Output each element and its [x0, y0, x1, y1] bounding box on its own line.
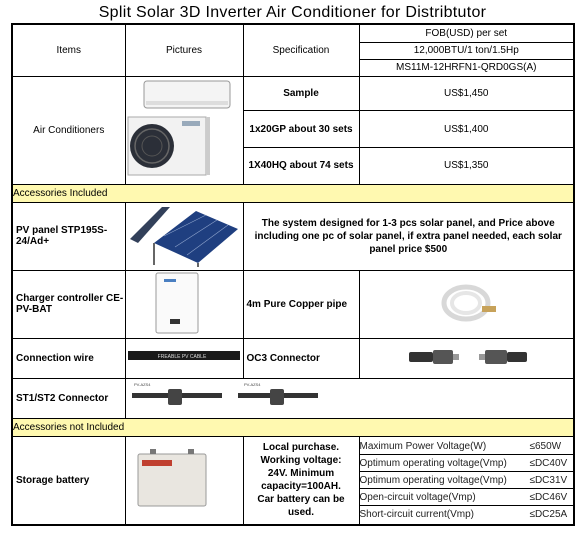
ac-spec-3: 1X40HQ about 74 sets: [243, 148, 359, 184]
ac-price-3: US$1,350: [359, 148, 574, 184]
pv-panel-picture: [125, 202, 243, 270]
st-connector-tag-1: PV-AZS4: [133, 381, 150, 387]
oc3-connector-picture: [359, 338, 574, 378]
spec-name-4: Open-circuit voltage(Vmp): [360, 489, 530, 506]
section-accessories-included: Accessories Included: [12, 184, 574, 202]
air-conditioner-image: [126, 77, 242, 181]
cable-text: FREABLE PV CABLE: [157, 353, 206, 360]
header-fob: FOB(USD) per set: [359, 24, 574, 42]
storage-battery-image: [126, 444, 242, 514]
spec-value-4: ≤DC46V: [529, 489, 573, 506]
pv-panel-label: PV panel STP195S-24/Ad+: [12, 202, 125, 270]
connection-wire-image: [126, 339, 242, 375]
storage-battery-picture: [125, 436, 243, 525]
pv-panel-note: The system designed for 1-3 pcs solar panel, and Price above including one pc of solar panel, if extra panel needed, each solar panel price $500: [243, 202, 574, 270]
st-connector-picture: [125, 378, 574, 418]
header-capacity: 12,000BTU/1 ton/1.5Hp: [359, 42, 574, 59]
page-title: Split Solar 3D Inverter Air Conditioner for Distribtutor: [98, 4, 487, 21]
charger-picture: [125, 270, 243, 338]
spec-value-5: ≤DC25A: [529, 509, 568, 520]
spec-name-3: Optimum operating voltage(Vmp): [360, 472, 530, 489]
storage-battery-note: Local purchase. Working voltage: 24V. Minimum capacity=100AH. Car battery can be used.: [243, 436, 359, 525]
ac-picture: [125, 76, 243, 184]
spec-name-1: Maximum Power Voltage(W): [360, 438, 530, 455]
spec-table: [360, 438, 574, 523]
copper-pipe-spec: 4m Pure Copper pipe: [243, 270, 359, 338]
ac-price-1: US$1,450: [359, 76, 574, 111]
solar-panel-image: [126, 203, 242, 267]
copper-pipe-picture: [359, 270, 574, 338]
spec-value-1: ≤650W: [529, 438, 573, 455]
header-specification: Specification: [243, 24, 359, 76]
storage-battery-specs: [359, 436, 574, 525]
header-model: MS11M-12HRFN1-QRD0GS(A): [359, 59, 574, 76]
wire-label: Connection wire: [12, 338, 125, 378]
storage-battery-label: Storage battery: [12, 436, 125, 525]
oc3-connector-spec: OC3 Connector: [243, 338, 359, 378]
ac-spec-2: 1x20GP about 30 sets: [243, 111, 359, 148]
ac-price-2: US$1,400: [359, 111, 574, 148]
wire-picture: [125, 338, 243, 378]
ac-label: Air Conditioners: [12, 76, 125, 184]
copper-pipe-image: [426, 278, 506, 328]
charger-controller-image: [126, 271, 242, 335]
spec-name-2: Optimum operating voltage(Vmp): [360, 455, 530, 472]
product-table: [11, 23, 575, 526]
st-connector-image: [126, 379, 326, 415]
spec-value-3: ≤DC31V: [529, 472, 573, 489]
ac-spec-1: Sample: [243, 76, 359, 111]
section-accessories-not-included: Accessories not Included: [12, 418, 574, 436]
spec-name-5: Short-circuit current(Vmp): [359, 509, 474, 520]
st-connector-tag-2: PV-AZS4: [243, 381, 260, 387]
header-pictures: Pictures: [125, 24, 243, 76]
charger-label: Charger controller CE-PV-BAT: [12, 270, 125, 338]
oc3-connector-image: [401, 342, 531, 372]
header-items: Items: [12, 24, 125, 76]
st-connector-label: ST1/ST2 Connector: [12, 378, 125, 418]
spec-value-2: ≤DC40V: [529, 455, 573, 472]
